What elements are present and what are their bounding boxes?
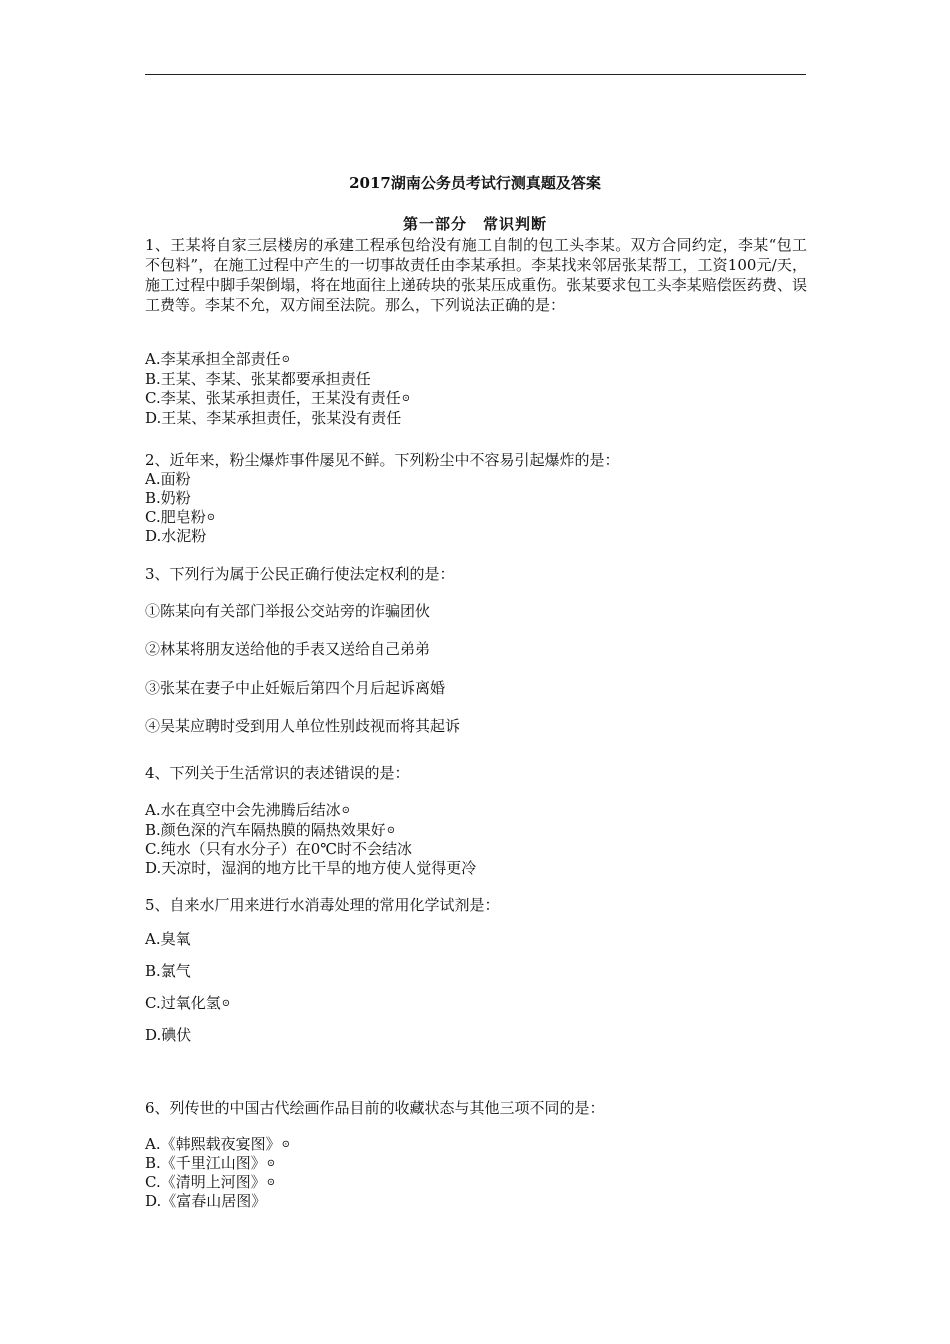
answer-mark-icon: ⊙ [266,1177,276,1188]
q5-option-b: B.氯气 [145,962,191,980]
document-title: 2017湖南公务员考试行测真题及答案 [349,174,601,192]
q3-item-4: ④吴某应聘时受到用人单位性别歧视而将其起诉 [145,717,461,735]
q4-option-d: D.天凉时，湿润的地方比干旱的地方使人觉得更冷 [145,859,477,877]
answer-mark-icon: ⊙ [206,512,216,523]
q6-option-d: D.《富春山居图》 [145,1192,267,1210]
answer-mark-icon: ⊙ [401,393,411,404]
q4-option-c: C.纯水（只有水分子）在0℃时不会结冰 [145,840,413,858]
q2-option-a: A.面粉 [145,470,191,488]
question-6-stem: 6、列传世的中国古代绘画作品目前的收藏状态与其他三项不同的是： [145,1099,605,1117]
section-heading: 第一部分 常识判断 [402,215,547,233]
q5-option-d: D.碘伏 [145,1026,192,1044]
answer-mark-icon: ⊙ [341,805,350,816]
q4-option-a: A.水在真空中会先沸腾后结冰⊙ [145,801,350,819]
answer-mark-icon: ⊙ [281,1139,290,1150]
header-rule [145,74,806,75]
q1-option-c: C.李某、张某承担责任，王某没有责任⊙ [145,389,411,407]
q2-option-d: D.水泥粉 [145,527,207,545]
q6-option-b: B.《千里江山图》⊙ [145,1154,276,1172]
q2-option-b: B.奶粉 [145,489,191,507]
question-3-stem: 3、下列行为属于公民正确行使法定权利的是： [145,565,455,583]
q5-option-c: C.过氧化氢⊙ [145,994,231,1012]
question-1-stem: 1、王某将自家三层楼房的承建工程承包给没有施工自制的包工头李某。双方合同约定，李某“包工不包料”，在施工过程中产生的一切事故责任由李某承担。李某找来邻居张某帮工，工资100元/天，施工过程中脚手架倒塌，将在地面往上递砖块的张某压成重伤。张某要求包工头李某赔偿医药费、误工费等。李某不允，双方闹至法院。那么，下列说法正确的是： [145,236,807,314]
q3-item-2: ②林某将朋友送给他的手表又送给自己弟弟 [145,640,431,658]
answer-mark-icon: ⊙ [386,825,396,836]
question-2-stem: 2、近年来，粉尘爆炸事件屡见不鲜。下列粉尘中不容易引起爆炸的是： [145,451,620,469]
q3-item-1: ①陈某向有关部门举报公交站旁的诈骗团伙 [145,602,431,620]
q1-option-d: D.王某、李某承担责任，张某没有责任 [145,409,402,427]
q2-option-c: C.肥皂粉⊙ [145,508,216,526]
answer-mark-icon: ⊙ [266,1158,276,1169]
question-5-stem: 5、自来水厂用来进行水消毒处理的常用化学试剂是： [145,896,500,914]
q1-option-b: B.王某、李某、张某都要承担责任 [145,370,371,388]
question-4-stem: 4、下列关于生活常识的表述错误的是： [145,764,410,782]
q6-option-c: C.《清明上河图》⊙ [145,1173,276,1191]
answer-mark-icon: ⊙ [281,354,290,365]
q1-option-a: A.李某承担全部责任⊙ [145,350,290,368]
q4-option-b: B.颜色深的汽车隔热膜的隔热效果好⊙ [145,821,396,839]
q5-option-a: A.臭氧 [145,930,191,948]
q3-item-3: ③张某在妻子中止妊娠后第四个月后起诉离婚 [145,679,446,697]
answer-mark-icon: ⊙ [221,998,231,1009]
q6-option-a: A.《韩熙载夜宴图》⊙ [145,1135,290,1153]
